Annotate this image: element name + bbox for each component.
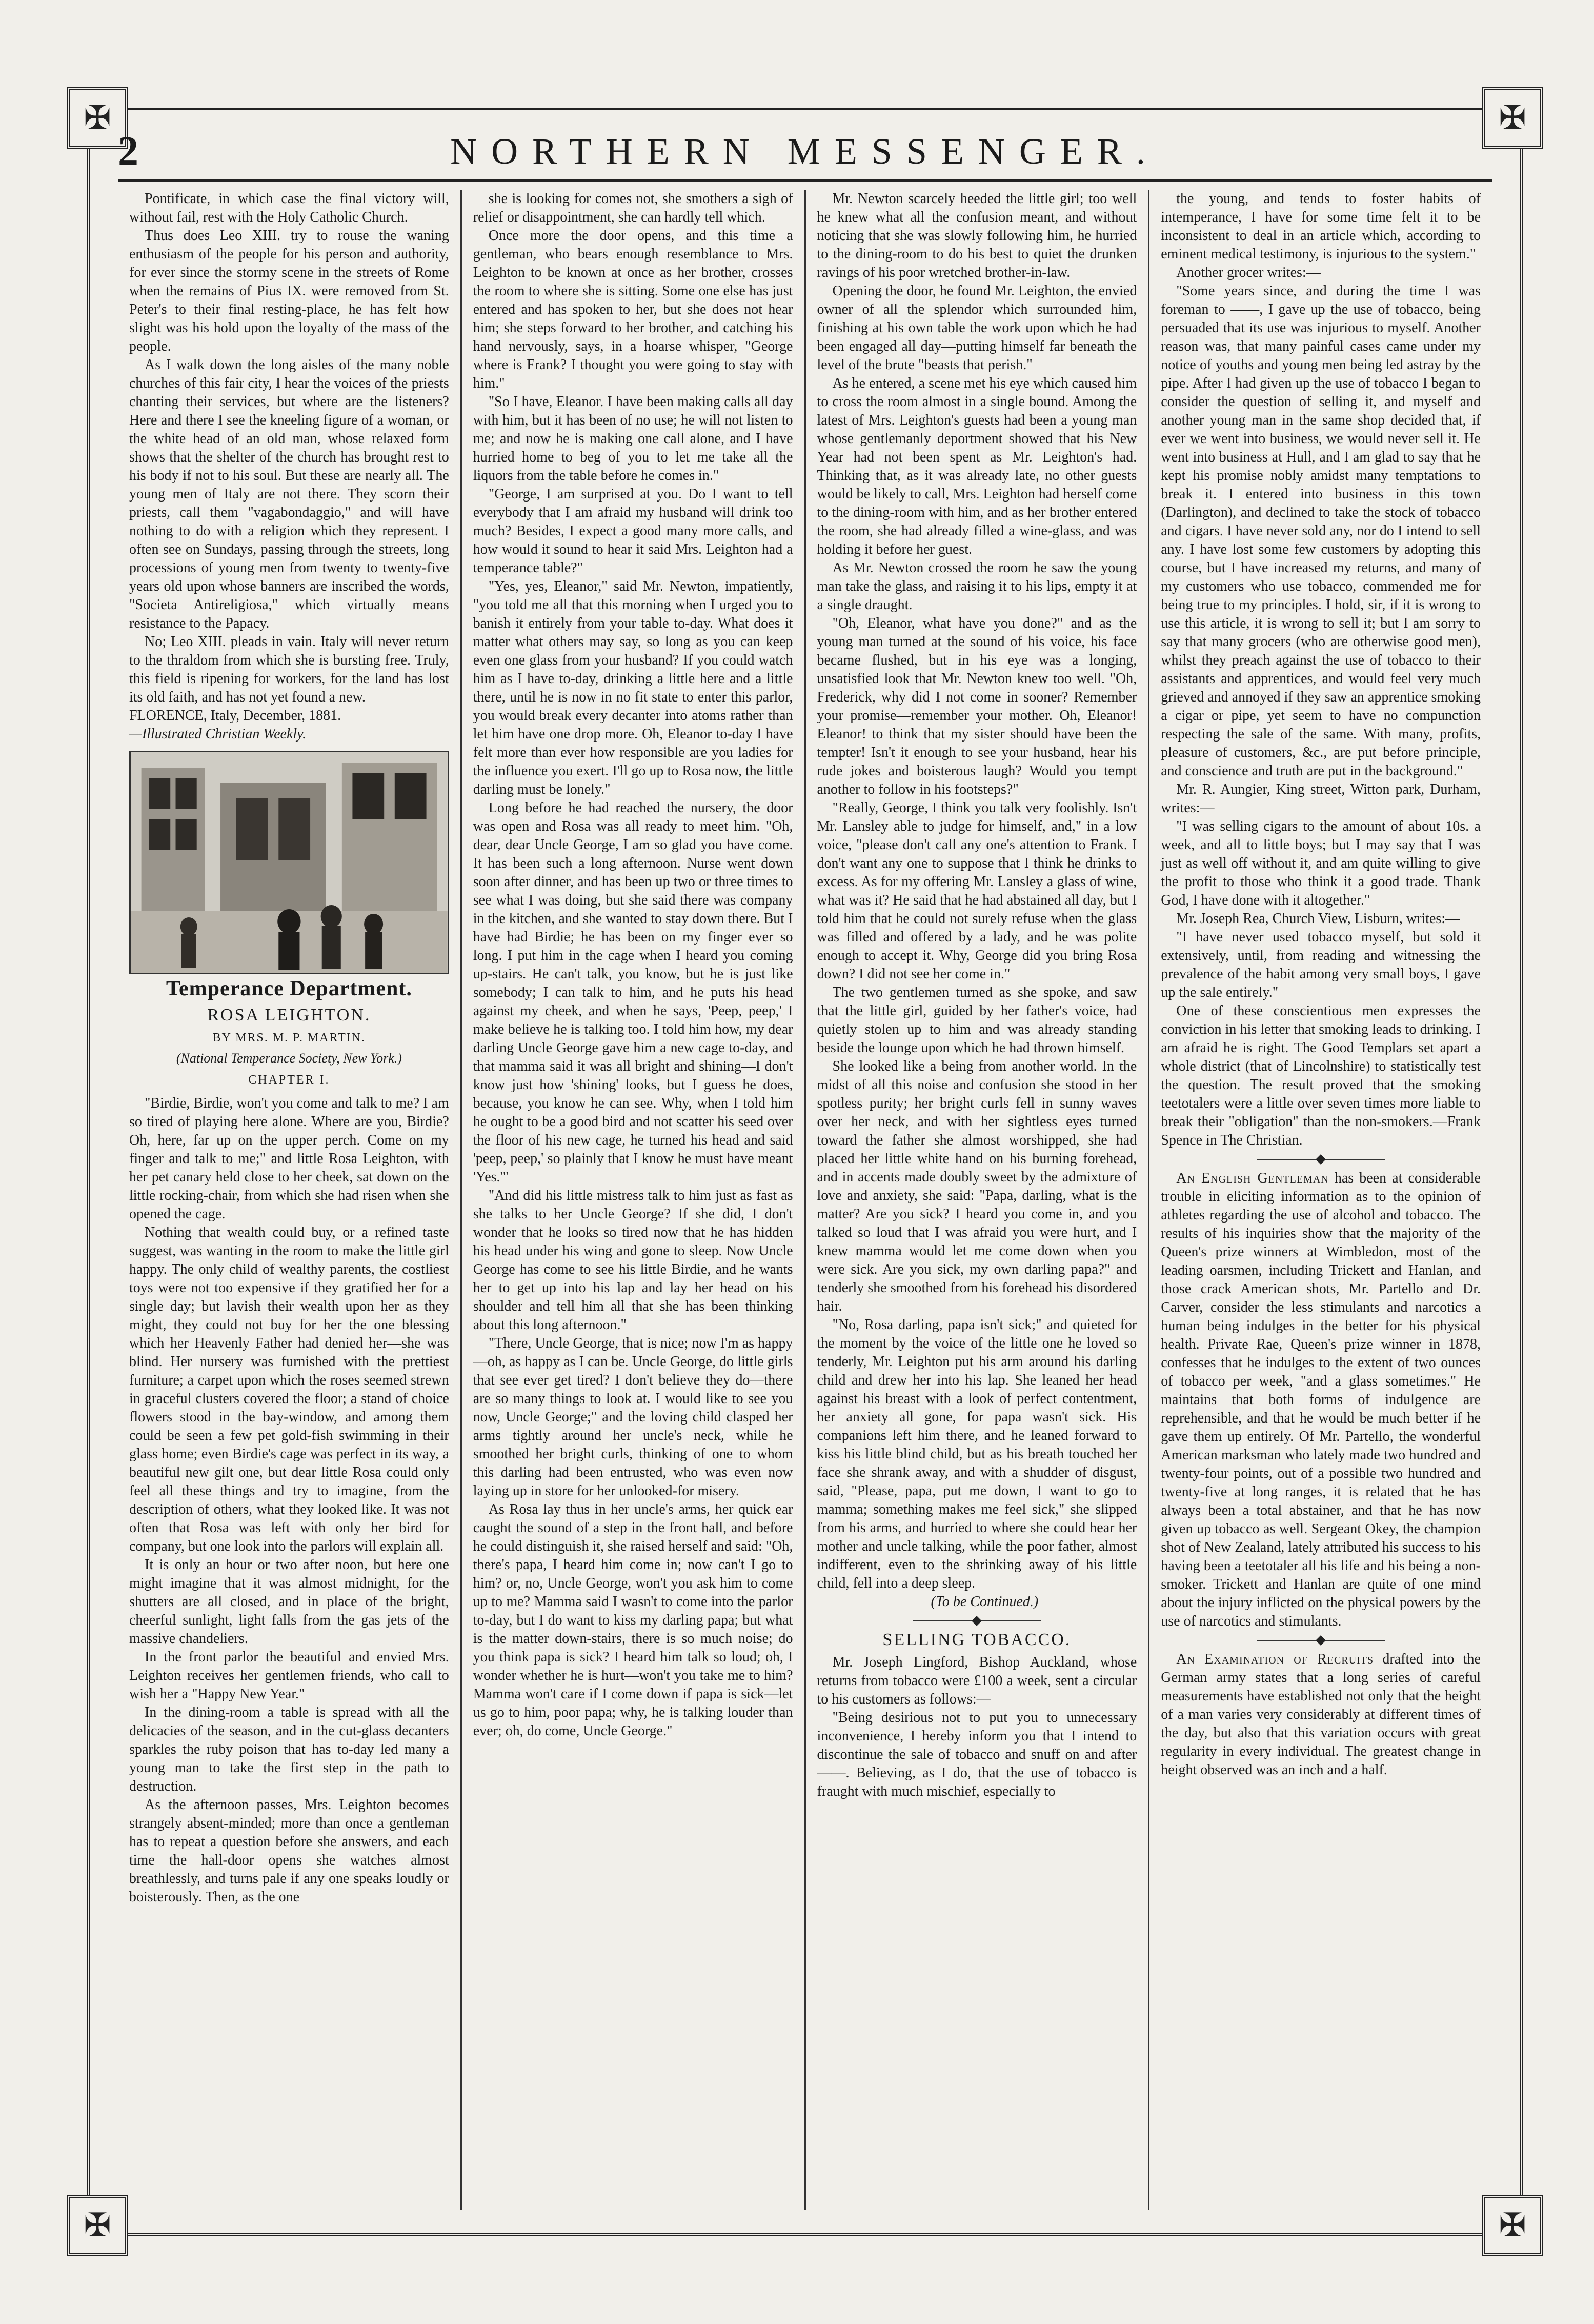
paragraph: No; Leo XIII. pleads in vain. Italy will never return to the thraldom from which she is bursting free. Truly, this field is ripening for workers, for the land has lost its old faith, and has not yet found a new. <box>129 634 449 705</box>
paragraph: "Birdie, Birdie, won't you come and talk to me? I am so tired of playing here alone. Where are you, Birdie? Oh, here, far up on the upper perch. Come on my finger and talk to me;" and little Rosa Leighton, with her pet canary held close to her cheek, sat down on the little rocking-chair, from which she had risen when she opened the cage. <box>129 1095 449 1222</box>
paragraph: As Mr. Newton crossed the room he saw the young man take the glass, and raising it to his lips, empty it at a single draught. <box>817 560 1137 613</box>
column-4 <box>1148 190 1492 2210</box>
rosa-leighton-story-continued <box>473 190 793 1740</box>
recruits-lead: An Examination of Recruits <box>1176 1651 1374 1667</box>
selling-tobacco-article-continued <box>1161 190 1481 1150</box>
paragraph: "I was selling cigars to the amount of about 10s. a week, and all to little boys; but I may say that I was just as well off without it, and am quite willing to give the profit to those who think it a good trade. Thank God, I have done with it altogether." <box>1161 818 1481 908</box>
paragraph: "I have never used tobacco myself, but sold it extensively, until, from reading and witnessing the prevalence of the habit among very small boys, I gave up the sale entirely." <box>1161 929 1481 1000</box>
paragraph: "Yes, yes, Eleanor," said Mr. Newton, impatiently, "you told me all that this morning when I urged you to banish it entirely from your table to-day. What does it matter what others may say, so long as you can keep even one glass from your husband? If you could watch him as I have to-day, drinking a little here and a little there, until he is now in no fit state to enter this parlor, you would break every decanter into atoms rather than let him have one drop more. Oh, Eleanor to-day I have felt more than ever how responsible are you ladies for the influence you exert. I'll go up to Rosa now, the little darling must be lonely." <box>473 578 793 797</box>
paragraph: she is looking for comes not, she smothers a sigh of relief or disappointment, she can hardly tell which. <box>473 191 793 225</box>
paragraph: It is only an hour or two after noon, but here one might imagine that it was almost midnight, for the shutters are all closed, and in place of the bright, cheerful sunlight, light falls from the gas jets of the massive chandeliers. <box>129 1557 449 1647</box>
english-gentleman-lead: An English Gentleman <box>1176 1170 1329 1186</box>
bottom-border <box>118 2233 1492 2236</box>
paragraph: Opening the door, he found Mr. Leighton, the envied owner of all the splendor which surrounded him, finishing at his own table the work upon which he had been engaged all day—putting himself far beneath the level of the brute "beasts that perish." <box>817 283 1137 373</box>
paragraph: the young, and tends to foster habits of intemperance, I have for some time felt it to be inconsistent to deal in an article which, according to eminent medical testimony, is injurious to the system." <box>1161 191 1481 262</box>
street-scene-illustration <box>131 752 448 973</box>
paragraph: In the dining-room a table is spread with all the delicacies of the season, and in the cut-glass decanters sparkles the ruby poison that has to-day led many a young man to take the first step in the path to destruction. <box>129 1705 449 1794</box>
to-be-continued: (To be Continued.) <box>931 1594 1039 1610</box>
paragraph: "George, I am surprised at you. Do I want to tell everybody that I am afraid my husband will drink too much? Besides, I expect a good many more calls, and how would it sound to hear it said Mrs. Leighton had a temperance table?" <box>473 486 793 576</box>
story-author: BY MRS. M. P. MARTIN. <box>212 1031 366 1045</box>
article-dateline: FLORENCE, Italy, December, 1881. <box>129 708 341 724</box>
paragraph: Pontificate, in which case the final victory will, without fail, rest with the Holy Catholic Church. <box>129 191 449 225</box>
paragraph: "Being desirious not to put you to unnecessary inconvenience, I hereby inform you that I intend to discontinue the sale of tobacco and snuff on and after ——. Believing, as I do, that the use of tobacco is fraught with much mischief, especially to <box>817 1710 1137 1799</box>
paragraph: One of these conscientious men expresses the conviction in his letter that smoking leads to drinking. I am afraid he is right. The Good Templars set apart a whole district (that of Lincolnshire) to statistically test the question. The result proved that the smoking teetotalers were a little over seven times more liable to break their "obligation" than the non-smokers.—Frank Spence in The Christian. <box>1161 1003 1481 1148</box>
section-divider <box>1257 1159 1385 1160</box>
masthead <box>118 123 1492 182</box>
paragraph: As the afternoon passes, Mrs. Leighton becomes strangely absent-minded; more than once a gentleman has to repeat a question before she answers, and each time the hall-door opens she watches almost breathlessly, and turns pale if any one speaks loudly or boisterously. Then, as the one <box>129 1797 449 1905</box>
english-gentleman-body: has been at considerable trouble in eliciting information as to the opinion of athletes regarding the use of alcohol and tobacco. The results of his inquiries show that the majority of the Queen's prize winners at Wimbledon, most of the leading oarsmen, including Trickett and Hanlan, and those crack American shots, Mr. Partello and Dr. Carver, consider the less stimulants and narcotics a human being indulges in the better for his physical health. Private Rae, Queen's prize winner in 1878, confesses that he indulges to the extent of two ounces of tobacco per week, "and a glass sometimes." He maintains that both forms of indulgence are reprehensible, and that he would be much better if he gave them up entirely. Of Mr. Partello, the wonderful American marksman who lately made two hundred and twenty-four points, out of a possible two hundred and twenty-five at long ranges, it is related that he has always been a total abstainer, and that he has now given up tobacco as well. Sergeant Okey, the champion shot of New Zealand, lately attributed his success to his having been a teetotaler all his life and his being a non-smoker. Trickett and Hanlan are quite of one mind about the injury inflicted on the physical powers by the use of narcotics and stimulants. <box>1161 1170 1481 1629</box>
newspaper-title: NORTHERN MESSENGER. <box>450 130 1160 172</box>
paragraph: "Oh, Eleanor, what have you done?" and as the young man turned at the sound of his voice, his face became flushed, but in his eye was a longing, unsatisfied look that Mr. Newton knew too well. "Oh, Frederick, why did I not come in sooner? Remember your promise—remember your mother. Oh, Eleanor! Eleanor! to think that my sister should have been the tempter! Isn't it enough to see your husband, hear his rude jokes and boisterous laugh? Would you tempt another to follow in his footsteps?" <box>817 615 1137 797</box>
paragraph: Nothing that wealth could buy, or a refined taste suggest, was wanting in the room to make the little girl happy. The only child of wealthy parents, the costliest toys were not too expensive if they gratified her for a single day; but lavish their wealth upon her as they might, they could not buy for her the one blessing which her Heavenly Father had denied her—she was blind. Her nursery was furnished with the prettiest furniture; a carpet upon which the roses seemed strewn in graceful clusters covered the floor; a stand of choice flowers stood in the bay-window, and among them could be seen a few pet gold-fish swimming in their glass home; even Birdie's cage was perfect in its way, a beautiful new gilt one, but dear little Rosa could only feel all these things and try to imagine, from the description of others, what they looked like. It was not often that Rosa was left with only her bird for company, but one look into the parlors will explain all. <box>129 1225 449 1554</box>
paragraph: "Some years since, and during the time I was foreman to ——, I gave up the use of tobacco, being persuaded that its use was injurious to myself. Another reason was, that many painful cases came under my notice of youths and young men being led astray by the pipe. After I had given up the use of tobacco I began to consider the question of selling it, and myself and another young man in the same shop decided that, if ever we went into business, we would never sell it. He went into business at Hull, and I am glad to say that he kept his promise nobly amidst many temptations to break it. I entered into business in this town (Darlington), and declined to take the stock of tobacco and cigars. I have never sold any, nor do I intend to sell any. I have lost some few customers by adopting this course, but I have increased my returns, and many of my customers who use tobacco, commended me for being true to my principles. I hold, sir, if it is wrong to use this article, it is wrong to sell it; but I am sorry to say that many grocers (who are otherwise good men), whilst they preach against the use of tobacco to their assistants and apprentices, and would feel very much grieved and annoyed if they saw an apprentice smoking a cigar or pipe, yet seem to have no compunction respecting the sale of the same. With many, profits, pleasure of customers, &c., are put before principle, and conscience and truth are put in the background." <box>1161 283 1481 779</box>
temperance-illustration <box>129 751 449 974</box>
top-border <box>118 108 1492 110</box>
article-columns <box>118 190 1492 2210</box>
rosa-leighton-story <box>129 1094 449 1907</box>
paragraph: Once more the door opens, and this time a gentleman, who bears enough resemblance to Mrs. Leighton to be known at once as her brother, crosses the room to where she is sitting. Some one else has just entered and has spoken to her, but she does not hear him; she steps forward to her brother, and catching his hand nervously, says, in a hoarse whisper, "George where is Frank? I thought you were going to stay with him." <box>473 228 793 391</box>
paragraph: "There, Uncle George, that is nice; now I'm as happy—oh, as happy as I can be. Uncle George, do little girls that see ever get tired? I don't believe they do—there are so many things to look at. I would like to see you now, Uncle George;" and the loving child clasped her arms tightly around her uncle's neck, while he smoothed her bright curls, thinking of one to whom this darling had been entrusted, who was even now laying up in store for her unlooked-for misery. <box>473 1335 793 1499</box>
paragraph: Mr. Joseph Lingford, Bishop Auckland, whose returns from tobacco were £100 a week, sent a circular to his customers as follows:— <box>817 1654 1137 1707</box>
rosa-leighton-story-conclusion <box>817 190 1137 1593</box>
column-1 <box>118 190 460 2210</box>
paragraph: As Rosa lay thus in her uncle's arms, her quick ear caught the sound of a step in the front hall, and before he could distinguish it, she raised herself and said: "Oh, there's papa, I heard him come in; now can't I go to him? or, no, Uncle George, won't you ask him to come up to me? Mamma said I wasn't to come into the parlor to-day, but I do want to kiss my darling papa; but what is the matter down-stairs, there is so much noise; do you think papa is sick? I heard him talk so loud; oh, I wonder whether he is hurt—won't you take me to him? Mamma won't care if I come down if papa is sick—let us go to him, poor papa; why, he is talking louder than ever; oh, do come, Uncle George." <box>473 1501 793 1739</box>
paragraph: Another grocer writes:— <box>1176 265 1321 281</box>
corner-ornament-icon: ✠ <box>1482 2195 1543 2256</box>
paragraph: In the front parlor the beautiful and envied Mrs. Leighton receives her gentlemen friends, who call to wish her a "Happy New Year." <box>129 1649 449 1702</box>
english-gentleman-article <box>1161 1169 1481 1631</box>
paragraph: Thus does Leo XIII. try to rouse the waning enthusiasm of the people for his person and authority, for ever since the stormy scene in the streets of Rome when the remains of Pius IX. were removed from St. Peter's to their final resting-place, he has felt how slight was his hold upon the loyalty of the mass of the people. <box>129 228 449 354</box>
corner-ornament-icon: ✠ <box>67 87 128 149</box>
paragraph: "No, Rosa darling, papa isn't sick;" and quieted for the moment by the voice of the little one he loved so tenderly, Mr. Leighton put his arm around his darling child and drew her into his lap. She leaned her head against his breast with a look of perfect contentment, her anxiety all gone, for papa wasn't sick. His companions left him there, and he leaned forward to kiss his little blind child, but as his breath touched her face she shrank away, and with a shudder of disgust, said, "Please, papa, put me down, I want to go to mamma; something makes me feel sick," she slipped from his arms, and hurried to where she could hear her mother and uncle talking, while the poor father, almost indifferent, even to the shrinking away of his little child, fell into a deep sleep. <box>817 1317 1137 1591</box>
column-2 <box>460 190 804 2210</box>
corner-ornament-icon: ✠ <box>67 2195 128 2256</box>
paragraph: "And did his little mistress talk to him just as fast as she talks to her Uncle George? If she did, I don't wonder that he looks so tired now that he has hidden his head under his wing and gone to sleep. Now Uncle George has come to see his little Birdie, and he wants her to get up into his lap and lay her head on his shoulder and tell him all that she has been thinking about this long afternoon." <box>473 1188 793 1333</box>
paragraph: Long before he had reached the nursery, the door was open and Rosa was all ready to meet him. "Oh, dear, dear Uncle George, I am so glad you have come. It has been such a long afternoon. Nurse went down soon after dinner, and has been up two or three times to see what I was doing, but she said there was company in the kitchen, and she wanted to stay down there. But I have had Birdie; he has been on my finger ever so long. I put him in the cage when I heard you coming up-stairs. He can't talk, you know, but he is just like somebody; I can talk to him, and he puts his head against my cheek, and when he says, 'Peep, peep,' I make believe he is talking too. I told him how, my dear darling Uncle George gave him a new cage to-day, and that mamma said it was all bright and shining—I don't know just how 'shining' looks, but I guess he does, because, you know he can see. Why, when I told him he ought to be a good bird and not scatter his seed over the floor of his new cage, he turned his head and said 'peep, peep,' so plainly that I know he must have meant 'Yes.'" <box>473 800 793 1185</box>
selling-tobacco-article <box>817 1653 1137 1801</box>
left-border <box>87 138 90 2205</box>
story-title: ROSA LEIGHTON. <box>207 1006 371 1025</box>
recruits-body: drafted into the German army states that a long series of careful measurements have established not only that the height of a man varies very considerably at different times of the day, but also that this variation occurs with great regularity in every individual. The greatest change in height observed was an inch and a half. <box>1161 1651 1481 1778</box>
paragraph: She looked like a being from another world. In the midst of all this noise and confusion she stood in her spotless purity; her bright curls fell in sunny waves over her neck, and with her sightless eyes turned toward the father she almost worshipped, she had placed her little white hand on his burning forehead, and in accents made doubly sweet by the admixture of love and anxiety, she said: "Papa, darling, what is the matter? Are you sick? I heard you come in, and you talked so loud that I was afraid you were hurt, and I knew mamma would let me come down when you were sick. Are you sick, my own darling papa?" and tenderly she smoothed from his forehead his disordered hair. <box>817 1058 1137 1314</box>
article-source: —Illustrated Christian Weekly. <box>129 726 307 742</box>
section-divider <box>913 1620 1041 1621</box>
corner-ornament-icon: ✠ <box>1482 87 1543 149</box>
section-heading: Temperance Department. <box>166 977 412 1000</box>
selling-tobacco-title: SELLING TOBACCO. <box>882 1630 1072 1649</box>
section-divider <box>1257 1640 1385 1641</box>
column-3 <box>804 190 1148 2210</box>
right-border <box>1520 138 1523 2205</box>
story-publisher: (National Temperance Society, New York.) <box>176 1051 402 1066</box>
paragraph: "Really, George, I think you talk very foolishly. Isn't Mr. Lansley able to judge for himself, and," in a low voice, "please don't call any one's attention to Frank. I don't want any one to suppose that I think he drinks to excess. As for my offering Mr. Lansley a glass of wine, what was it? He said that he had abstained all day, but I told him that he could not surely refuse when the glass was filled and offered by a lady, and he was polite enough to accept it. Why, George did you bring Rosa down? I did not see her come in." <box>817 800 1137 982</box>
chapter-heading: CHAPTER I. <box>248 1073 330 1087</box>
page-number: 2 <box>118 128 138 174</box>
paragraph: Mr. Joseph Rea, Church View, Lisburn, writes:— <box>1176 911 1460 927</box>
papacy-article <box>129 190 449 707</box>
newspaper-page <box>84 99 1526 2243</box>
recruits-article <box>1161 1650 1481 1779</box>
paragraph: As I walk down the long aisles of the many noble churches of this fair city, I hear the voices of the priests chanting their services, but where are the listeners? Here and there I see the kneeling figure of a woman, or the white head of an old man, whose relaxed form shows that the shelter of the church has brought rest to his body if not to his soul. But these are nearly all. The young men of Italy are not there. They scorn their priests, call them "vagabondaggio," and will have nothing to do with a religion which they represent. I often see on Sundays, passing through the streets, long processions of young men from twenty to twenty-five years old upon whose banners are inscribed the words, "Societa Antireligiosa," which virtually means resistance to the Papacy. <box>129 357 449 631</box>
paragraph: "So I have, Eleanor. I have been making calls all day with him, but it has been of no use; he will not listen to me; and now he is making one call alone, and I have hurried home to beg of you to let me take all the liquors from the table before he comes in." <box>473 394 793 484</box>
paragraph: Mr. Newton scarcely heeded the little girl; too well he knew what all the confusion meant, and without noticing that she was slowly following him, he hurried to the dining-room to do his best to quiet the drunken ravings of his poor wretched brother-in-law. <box>817 191 1137 281</box>
paragraph: As he entered, a scene met his eye which caused him to cross the room almost in a single bound. Among the latest of Mrs. Leighton's guests had been a young man whose gentlemanly deportment showed that his New Year had not been spent as Mr. Leighton's had. Thinking that, as it was already late, no other guests would be likely to call, Mrs. Leighton had herself come to the dining-room with him, and as her brother entered the room, she had already filled a wine-glass, and was holding it before her guest. <box>817 375 1137 557</box>
paragraph: Mr. R. Aungier, King street, Witton park, Durham, writes:— <box>1161 782 1481 816</box>
paragraph: The two gentlemen turned as she spoke, and saw that the little girl, guided by her father's voice, had quietly stolen up to him and was already standing beside the lounge upon which he had thrown himself. <box>817 985 1137 1056</box>
